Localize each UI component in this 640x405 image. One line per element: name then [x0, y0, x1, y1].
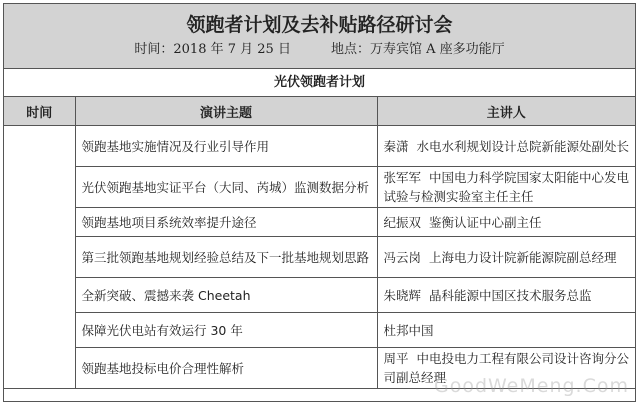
header-block	[4, 4, 635, 69]
agenda-sheet	[3, 3, 636, 402]
topic-cell: 领跑基地实施情况及行业引导作用	[75, 126, 377, 167]
column-header-time: 时间	[4, 97, 75, 126]
section-title: 光伏领跑者计划	[4, 69, 635, 97]
time-cell	[4, 126, 75, 389]
table-header-row	[4, 97, 635, 126]
table-row	[4, 237, 635, 278]
table-row	[4, 208, 635, 237]
topic-cell: 领跑基地投标电价合理性解析	[75, 348, 377, 389]
page-title: 领跑者计划及去补贴路径研讨会	[186, 14, 453, 36]
event-location: 地点：万寿宾馆 A 座多功能厅	[330, 42, 505, 57]
speaker-cell: 秦潇 水电水利规划设计总院新能源处副处长	[377, 126, 635, 167]
speaker-cell: 纪振双 鉴衡认证中心副主任	[377, 208, 635, 237]
speaker-cell: 张军军 中国电力科学院国家太阳能中心发电试验与检测实验室主任主任	[377, 167, 635, 208]
column-header-topic: 演讲主题	[75, 97, 377, 126]
table-row	[4, 348, 635, 389]
speaker-cell: 周平 中电投电力工程有限公司设计咨询分公司副总经理	[377, 348, 635, 389]
topic-cell: 光伏领跑基地实证平台（大同、芮城）监测数据分析	[75, 167, 377, 208]
table-row	[4, 313, 635, 348]
event-time: 时间：2018 年 7 月 25 日	[134, 42, 291, 57]
topic-cell: 全新突破、震撼来袭 Cheetah	[75, 278, 377, 313]
table-row	[4, 278, 635, 313]
column-header-speaker: 主讲人	[377, 97, 635, 126]
topic-cell: 领跑基地项目系统效率提升途径	[75, 208, 377, 237]
table-row	[4, 167, 635, 208]
speaker-cell: 冯云岗 上海电力设计院新能源院副总经理	[377, 237, 635, 278]
topic-cell: 第三批领跑基地规划经验总结及下一批基地规划思路	[75, 237, 377, 278]
watermark: GoodWeMeng.Com	[433, 375, 629, 397]
event-meta	[4, 39, 635, 61]
speaker-cell: 朱晓辉 晶科能源中国区技术服务总监	[377, 278, 635, 313]
agenda-table	[4, 97, 635, 389]
table-row	[4, 126, 635, 167]
speaker-cell: 杜邦中国	[377, 313, 635, 348]
topic-cell: 保障光伏电站有效运行 30 年	[75, 313, 377, 348]
